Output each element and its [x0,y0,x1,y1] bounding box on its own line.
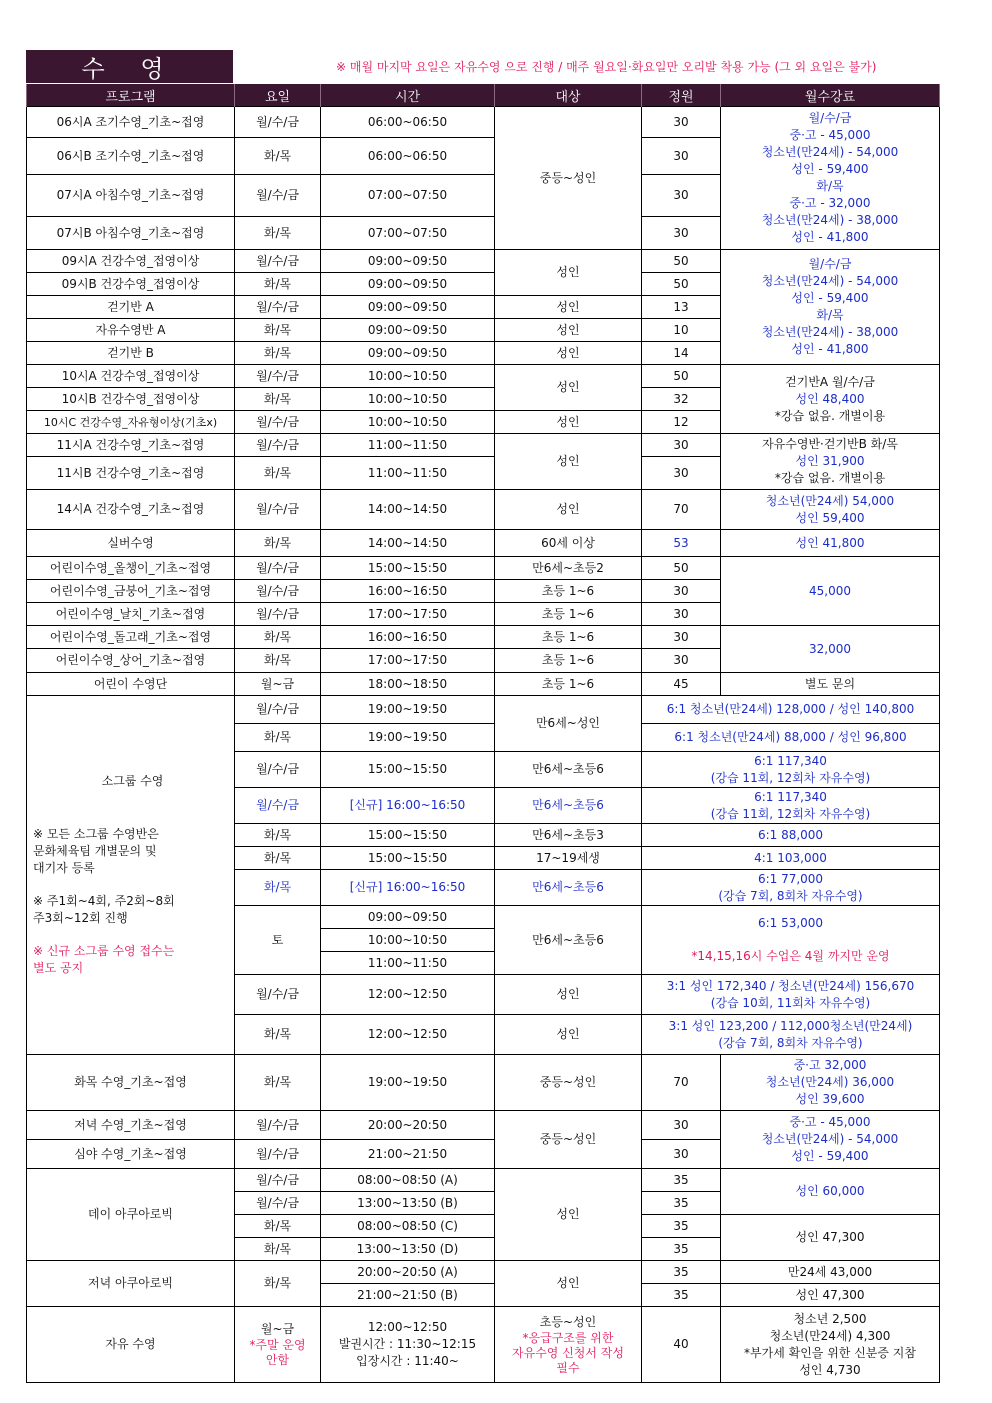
fee-cell [721,434,940,490]
target-cell: 성인 [495,365,642,411]
header-row [27,84,940,107]
fee-cell: 월/수/금 청소년(만24세) - 54,000 성인 - 59,400 화/목 청소년(만24세) - 38,000 성인 - 41,800 [721,250,940,365]
capacity-cell: 30 [642,107,721,138]
program-cell: 어린이수영_금붕어_기초~접영 [27,580,235,603]
target-cell: 초등 1~6 [495,649,642,673]
day-cell: 월/수/금 [235,296,321,319]
day-cell: 화/목 [235,273,321,296]
header-day: 요일 [235,84,321,107]
day-cell: 화/목 [235,530,321,557]
time-cell: 18:00~18:50 [321,673,495,696]
fee-cell: 청소년 2,500 청소년(만24세) 4,300 *부가세 확인을 위한 신분증 지참 성인 4,730 [721,1307,940,1383]
target-cell: 중등~성인 [495,1055,642,1111]
target-cell: 성인 [495,490,642,530]
fee-line: 걷기반A 월/수/금 [785,374,875,389]
day-cell [235,1307,321,1383]
table-row [27,1307,940,1383]
header-capacity: 정원 [642,84,721,107]
time-cell: 09:00~09:50 [321,296,495,319]
target-cell: 성인 [495,434,642,490]
capacity-cell: 30 [642,175,721,217]
time-cell: 14:00~14:50 [321,490,495,530]
small-group-note: ※ 신규 소그룹 수영 접수는 별도 공지 [33,944,175,975]
time-cell: 07:00~07:50 [321,217,495,250]
target-cell: 17~19세생 [495,847,642,870]
target-cell: 만6세~성인 [495,696,642,752]
day-cell: 토 [235,906,321,975]
fee-cell: 별도 문의 [721,673,940,696]
target-cell: 성인 [495,319,642,342]
time-cell: 09:00~09:50 [321,906,495,929]
fee-cell: 성인 47,300 [721,1215,940,1261]
day-cell: 월/수/금 [235,1140,321,1169]
table-row [27,1055,940,1111]
capacity-cell: 35 [642,1215,721,1238]
capacity-cell: 30 [642,649,721,673]
capacity-cell: 12 [642,411,721,434]
fee-cell: 6:1 청소년(만24세) 88,000 / 성인 96,800 [642,724,940,752]
target-cell [495,1307,642,1383]
day-cell: 화/목 [235,626,321,649]
program-cell: 10시C 건강수영_자유형이상(기초x) [27,411,235,434]
day-cell: 화/목 [235,1055,321,1111]
day-line: 월~금 [260,1322,295,1336]
capacity-cell: 13 [642,296,721,319]
day-cell: 월/수/금 [235,490,321,530]
day-cell: 화/목 [235,649,321,673]
table-row [27,557,940,580]
fee-cell: 32,000 [721,626,940,673]
time-cell: [신규] 16:00~16:50 [321,870,495,906]
capacity-cell: 30 [642,138,721,175]
capacity-cell: 30 [642,580,721,603]
capacity-cell: 14 [642,342,721,365]
time-cell: 12:00~12:50 발권시간 : 11:30~12:15 입장시간 : 11:40~ [321,1307,495,1383]
small-group-note: ※ 주1회~4회, 주2회~8회 주3회~12회 진행 [33,894,175,925]
time-cell: 15:00~15:50 [321,752,495,788]
program-cell: 06시A 조기수영_기초~접영 [27,107,235,138]
day-cell: 월/수/금 [235,975,321,1015]
time-cell: 11:00~11:50 [321,457,495,490]
time-cell: 17:00~17:50 [321,649,495,673]
day-cell: 화/목 [235,388,321,411]
capacity-cell: 50 [642,273,721,296]
time-cell: 14:00~14:50 [321,530,495,557]
day-cell: 화/목 [235,342,321,365]
capacity-cell: 40 [642,1307,721,1383]
capacity-cell: 35 [642,1261,721,1284]
time-cell: 16:00~16:50 [321,626,495,649]
day-cell: 월/수/금 [235,1111,321,1140]
capacity-cell: 30 [642,434,721,457]
program-cell: 어린이수영_상어_기초~접영 [27,649,235,673]
fee-cell: 만24세 43,000 [721,1261,940,1284]
target-note: *응급구조를 위한 자유수영 신청서 작성 필수 [512,1330,624,1375]
table-row [27,107,940,138]
program-cell: 자유 수영 [27,1307,235,1383]
small-group-program-cell [27,696,235,1055]
day-cell: 월/수/금 [235,580,321,603]
target-cell: 만6세~초등3 [495,824,642,847]
table-row [27,1111,940,1140]
time-cell: 12:00~12:50 [321,975,495,1015]
time-cell: 15:00~15:50 [321,847,495,870]
capacity-cell: 50 [642,557,721,580]
capacity-cell: 35 [642,1192,721,1215]
time-cell: 21:00~21:50 (B) [321,1284,495,1307]
capacity-cell: 32 [642,388,721,411]
fee-note: *14,15,16시 수업은 4월 까지만 운영 [691,949,890,963]
day-cell: 월/수/금 [235,1169,321,1192]
capacity-cell: 30 [642,626,721,649]
time-cell: 10:00~10:50 [321,929,495,952]
capacity-cell: 70 [642,490,721,530]
program-cell: 어린이 수영단 [27,673,235,696]
day-cell: 화/목 [235,870,321,906]
table-row [27,673,940,696]
day-cell: 월/수/금 [235,603,321,626]
capacity-cell: 30 [642,457,721,490]
time-cell: 21:00~21:50 [321,1140,495,1169]
time-cell: 13:00~13:50 (B) [321,1192,495,1215]
time-cell: 09:00~09:50 [321,273,495,296]
time-cell: 12:00~12:50 [321,1015,495,1055]
capacity-cell: 35 [642,1284,721,1307]
target-cell: 성인 [495,250,642,296]
program-cell: 10시A 건강수영_접영이상 [27,365,235,388]
day-cell: 화/목 [235,138,321,175]
fee-cell: 중·고 32,000 청소년(만24세) 36,000 성인 39,600 [721,1055,940,1111]
header-program: 프로그램 [27,84,235,107]
fee-cell: 성인 41,800 [721,530,940,557]
page-title: 수 영 [26,50,233,83]
schedule-table [26,84,940,1383]
fee-line: 6:1 53,000 [757,916,824,930]
capacity-cell: 35 [642,1169,721,1192]
fee-cell: 6:1 88,000 [642,824,940,847]
target-cell: 만6세~초등2 [495,557,642,580]
target-cell: 초등 1~6 [495,603,642,626]
small-group-note: ※ 모든 소그룹 수영반은 문화체육팀 개별문의 및 대기자 등록 [33,827,159,875]
day-cell: 화/목 [235,1015,321,1055]
program-cell: 걷기반 A [27,296,235,319]
table-row [27,696,940,724]
fee-cell: 3:1 성인 123,200 / 112,000청소년(만24세) (강습 7회, 8회차 자유수영) [642,1015,940,1055]
program-cell: 09시A 건강수영_접영이상 [27,250,235,273]
day-cell: 화/목 [235,319,321,342]
day-cell: 월/수/금 [235,557,321,580]
target-cell: 초등 1~6 [495,580,642,603]
day-cell: 화/목 [235,1238,321,1261]
time-cell: 10:00~10:50 [321,411,495,434]
day-cell: 월/수/금 [235,107,321,138]
time-cell: 19:00~19:50 [321,724,495,752]
time-cell: 08:00~08:50 (A) [321,1169,495,1192]
day-cell: 월/수/금 [235,1192,321,1215]
capacity-cell: 30 [642,1140,721,1169]
program-cell: 걷기반 B [27,342,235,365]
program-cell: 07시A 아침수영_기초~접영 [27,175,235,217]
target-cell: 중등~성인 [495,107,642,250]
program-cell: 저녁 아쿠아로빅 [27,1261,235,1307]
target-line: 초등~성인 [539,1314,597,1329]
program-cell: 11시B 건강수영_기초~접영 [27,457,235,490]
capacity-cell: 30 [642,1111,721,1140]
fee-line: *강습 없음. 개별이용 [774,408,886,423]
target-cell: 성인 [495,1261,642,1307]
program-cell: 09시B 건강수영_접영이상 [27,273,235,296]
day-cell: 월/수/금 [235,411,321,434]
fee-line: 성인 31,900 [795,454,865,468]
target-cell: 성인 [495,975,642,1015]
day-cell: 화/목 [235,1215,321,1238]
program-cell: 어린이수영_돌고래_기초~접영 [27,626,235,649]
fee-cell: 성인 60,000 [721,1169,940,1215]
target-cell: 만6세~초등6 [495,870,642,906]
small-group-title: 소그룹 수영 [101,774,164,788]
table-row [27,490,940,530]
fee-cell: 4:1 103,000 [642,847,940,870]
program-cell: 어린이수영_날치_기초~접영 [27,603,235,626]
day-cell: 화/목 [235,847,321,870]
time-cell: 10:00~10:50 [321,365,495,388]
time-cell: 15:00~15:50 [321,824,495,847]
target-cell: 성인 [495,1015,642,1055]
time-cell: 11:00~11:50 [321,434,495,457]
program-cell: 14시A 건강수영_기초~접영 [27,490,235,530]
time-cell: 06:00~06:50 [321,107,495,138]
time-cell: 06:00~06:50 [321,138,495,175]
table-row [27,1261,940,1284]
table-row [27,434,940,457]
day-cell: 월/수/금 [235,365,321,388]
day-cell: 월/수/금 [235,250,321,273]
fee-cell: 월/수/금 중·고 - 45,000 청소년(만24세) - 54,000 성인 - 59,400 화/목 중·고 - 32,000 청소년(만24세) - 38,000 성인 - 41,800 [721,107,940,250]
fee-cell: 6:1 117,340 (강습 11회, 12회차 자유수영) [642,788,940,824]
capacity-cell: 30 [642,217,721,250]
program-cell: 06시B 조기수영_기초~접영 [27,138,235,175]
time-cell: 15:00~15:50 [321,557,495,580]
target-cell: 성인 [495,411,642,434]
fee-cell: 6:1 청소년(만24세) 128,000 / 성인 140,800 [642,696,940,724]
fee-cell: 성인 47,300 [721,1284,940,1307]
day-cell: 화/목 [235,457,321,490]
time-cell: 07:00~07:50 [321,175,495,217]
fee-cell [642,906,940,975]
time-cell: 19:00~19:50 [321,1055,495,1111]
time-cell: 13:00~13:50 (D) [321,1238,495,1261]
capacity-cell: 10 [642,319,721,342]
target-cell: 만6세~초등6 [495,788,642,824]
target-cell: 초등 1~6 [495,626,642,649]
capacity-cell: 53 [642,530,721,557]
capacity-cell: 30 [642,603,721,626]
target-cell: 성인 [495,342,642,365]
table-row [27,365,940,388]
time-cell: 10:00~10:50 [321,388,495,411]
program-cell: 어린이수영_올챙이_기초~접영 [27,557,235,580]
program-cell: 07시B 아침수영_기초~접영 [27,217,235,250]
target-cell: 60세 이상 [495,530,642,557]
capacity-cell: 45 [642,673,721,696]
day-cell: 화/목 [235,724,321,752]
program-cell: 실버수영 [27,530,235,557]
target-cell: 중등~성인 [495,1111,642,1169]
fee-cell: 3:1 성인 172,340 / 청소년(만24세) 156,670 (강습 10회, 11회차 자유수영) [642,975,940,1015]
header-fee: 월수강료 [721,84,940,107]
day-cell: 화/목 [235,824,321,847]
day-cell: 화/목 [235,1261,321,1307]
program-cell: 자유수영반 A [27,319,235,342]
target-cell: 만6세~초등6 [495,752,642,788]
time-cell: 09:00~09:50 [321,342,495,365]
table-row [27,530,940,557]
program-cell: 심야 수영_기초~접영 [27,1140,235,1169]
program-cell: 데이 아쿠아로빅 [27,1169,235,1261]
capacity-cell: 70 [642,1055,721,1111]
target-cell: 초등 1~6 [495,673,642,696]
fee-cell [721,365,940,434]
program-cell: 10시B 건강수영_접영이상 [27,388,235,411]
target-cell: 성인 [495,296,642,319]
time-cell: 11:00~11:50 [321,952,495,975]
time-cell: 20:00~20:50 [321,1111,495,1140]
table-row [27,250,940,273]
fee-cell: 6:1 77,000 (강습 7회, 8회차 자유수영) [642,870,940,906]
target-cell: 만6세~초등6 [495,906,642,975]
day-note: *주말 운영 안함 [249,1338,306,1367]
notice-text: ※ 매월 마지막 요일은 자유수영 으로 진행 / 매주 월요일·화요일만 오리발 착용 가능 (그 외 요일은 불가) [336,60,877,74]
time-cell: 16:00~16:50 [321,580,495,603]
fee-cell: 6:1 117,340 (강습 11회, 12회차 자유수영) [642,752,940,788]
day-cell: 월/수/금 [235,752,321,788]
fee-cell: 중·고 - 45,000 청소년(만24세) - 54,000 성인 - 59,400 [721,1111,940,1169]
time-cell: 08:00~08:50 (C) [321,1215,495,1238]
capacity-cell: 50 [642,365,721,388]
table-row [27,1169,940,1192]
day-cell: 월/수/금 [235,175,321,217]
capacity-cell: 50 [642,250,721,273]
fee-line: 성인 48,400 [795,391,865,406]
header-target: 대상 [495,84,642,107]
program-cell: 저녁 수영_기초~접영 [27,1111,235,1140]
time-cell: 09:00~09:50 [321,319,495,342]
program-cell: 11시A 건강수영_기초~접영 [27,434,235,457]
capacity-cell: 35 [642,1238,721,1261]
fee-line: *강습 없음. 개별이용 [774,471,886,485]
day-cell: 월/수/금 [235,788,321,824]
fee-cell: 청소년(만24세) 54,000 성인 59,400 [721,490,940,530]
fee-line: 자유수영반·걷기반B 화/목 [762,437,898,451]
program-cell: 화목 수영_기초~접영 [27,1055,235,1111]
time-cell: 20:00~20:50 (A) [321,1261,495,1284]
time-cell: 19:00~19:50 [321,696,495,724]
target-cell: 성인 [495,1169,642,1261]
table-row [27,626,940,649]
header-time: 시간 [321,84,495,107]
day-cell: 화/목 [235,217,321,250]
time-cell: 17:00~17:50 [321,603,495,626]
day-cell: 월/수/금 [235,434,321,457]
day-cell: 월/수/금 [235,696,321,724]
time-cell: 09:00~09:50 [321,250,495,273]
day-cell: 월~금 [235,673,321,696]
fee-cell: 45,000 [721,557,940,626]
time-cell: [신규] 16:00~16:50 [321,788,495,824]
